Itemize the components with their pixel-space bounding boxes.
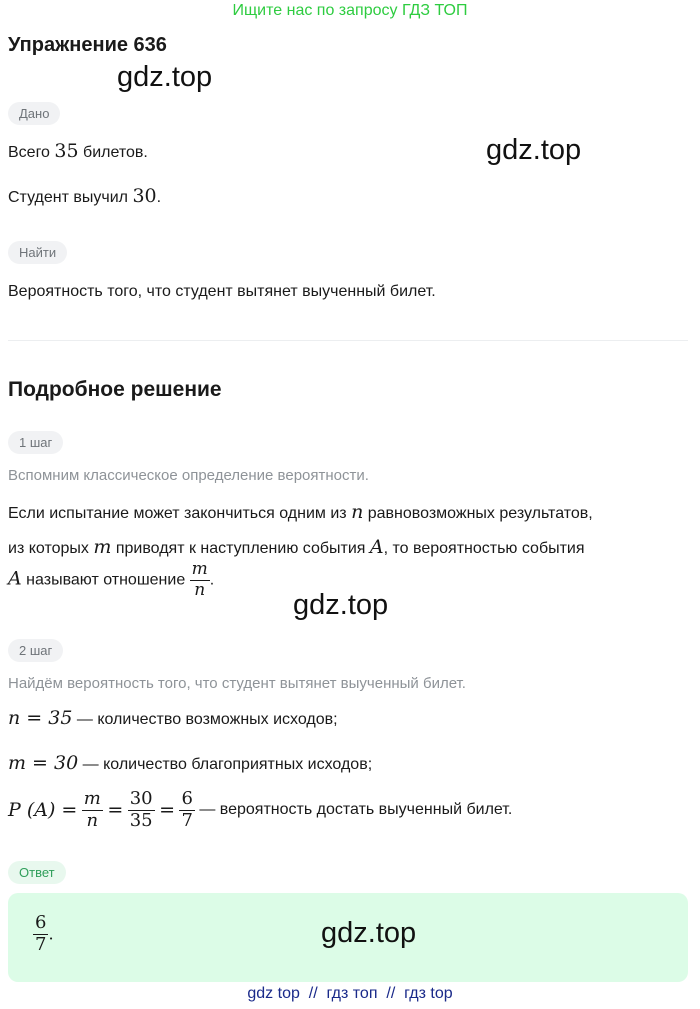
equation-1-lhs: n = 35 (8, 707, 73, 729)
var-A: A (369, 536, 384, 558)
equation-1 (8, 707, 338, 729)
given-line-2-post: . (156, 189, 162, 206)
solution-title: Подробное решение (8, 378, 222, 401)
step-1-line-2-a: из которых (8, 540, 94, 557)
equals-sign: = (107, 799, 124, 822)
given-label: Дано (8, 102, 60, 125)
equation-2-text: — количество благоприятных исходов; (78, 756, 373, 773)
given-total-number: 35 (54, 140, 79, 162)
top-banner: Ищите нас по запросу ГДЗ ТОП (232, 2, 468, 19)
var-A: A (8, 567, 22, 590)
equation-1-text: — количество возможных исходов; (72, 711, 338, 728)
fraction-m-over-n (190, 560, 210, 600)
step-1-line-1-b: равновозможных результатов, (363, 505, 593, 522)
fraction-denominator: n (194, 579, 206, 600)
step-2-hint: Найдём вероятность того, что студент вытянет выученный билет. (8, 675, 466, 692)
step-1-line-3 (8, 560, 214, 600)
fraction-m-over-n (82, 789, 103, 831)
fraction-6-over-7 (179, 789, 194, 831)
given-learned-number: 30 (132, 185, 157, 207)
equals-sign: = (159, 799, 175, 822)
footer-links: gdz top // гдз топ // гдз top (247, 985, 453, 1002)
step-1-line-3-end: . (209, 571, 215, 589)
step-1-line-2-c: , то вероятностью события (383, 540, 585, 557)
equation-2 (8, 752, 372, 774)
var-m: m (93, 536, 112, 558)
given-line-1 (8, 140, 148, 162)
given-line-1-pre: Всего (8, 144, 55, 161)
given-line-2 (8, 185, 161, 207)
section-divider (8, 340, 688, 341)
fraction-numerator: 30 (129, 788, 153, 809)
given-line-1-post: билетов. (78, 144, 148, 161)
watermark: gdz.top (486, 134, 582, 166)
fraction-numerator: 6 (181, 788, 193, 809)
given-line-2-pre: Студент выучил (8, 189, 133, 206)
equation-2-lhs: m = 30 (8, 752, 79, 774)
fraction-denominator: 35 (129, 809, 153, 831)
watermark: gdz.top (293, 589, 389, 621)
answer-box (8, 893, 688, 982)
fraction-30-over-35 (128, 789, 155, 831)
answer-label: Ответ (8, 861, 66, 884)
step-1-line-2 (8, 536, 585, 558)
step-1-line-1 (8, 501, 593, 523)
find-label: Найти (8, 241, 67, 264)
step-1-hint: Вспомним классическое определение вероятности. (8, 467, 369, 484)
step-2-label: 2 шаг (8, 639, 63, 662)
fraction-numerator: m (83, 788, 101, 809)
var-n: n (351, 501, 364, 523)
watermark: gdz.top (321, 917, 417, 949)
fraction-denominator: 7 (35, 933, 47, 955)
answer-dot: . (48, 924, 54, 944)
fraction-numerator: 6 (35, 912, 47, 933)
answer-value (33, 913, 54, 955)
watermark: gdz.top (117, 61, 213, 93)
answer-fraction (33, 913, 48, 955)
step-1-line-2-b: приводят к наступлению события (111, 540, 370, 557)
step-1-label: 1 шаг (8, 431, 63, 454)
fraction-numerator: m (191, 559, 208, 579)
step-1-line-3-b: называют отношение (21, 571, 190, 589)
exercise-title: Упражнение 636 (8, 34, 167, 56)
step-1-line-1-a: Если испытание может закончиться одним из (8, 505, 352, 522)
equation-3 (8, 789, 512, 831)
equation-3-lhs: P (A) = (8, 799, 78, 822)
fraction-denominator: n (86, 809, 99, 831)
equation-3-text: — вероятность достать выученный билет. (194, 801, 513, 819)
find-text: Вероятность того, что студент вытянет выученный билет. (8, 283, 436, 300)
fraction-denominator: 7 (181, 809, 193, 831)
